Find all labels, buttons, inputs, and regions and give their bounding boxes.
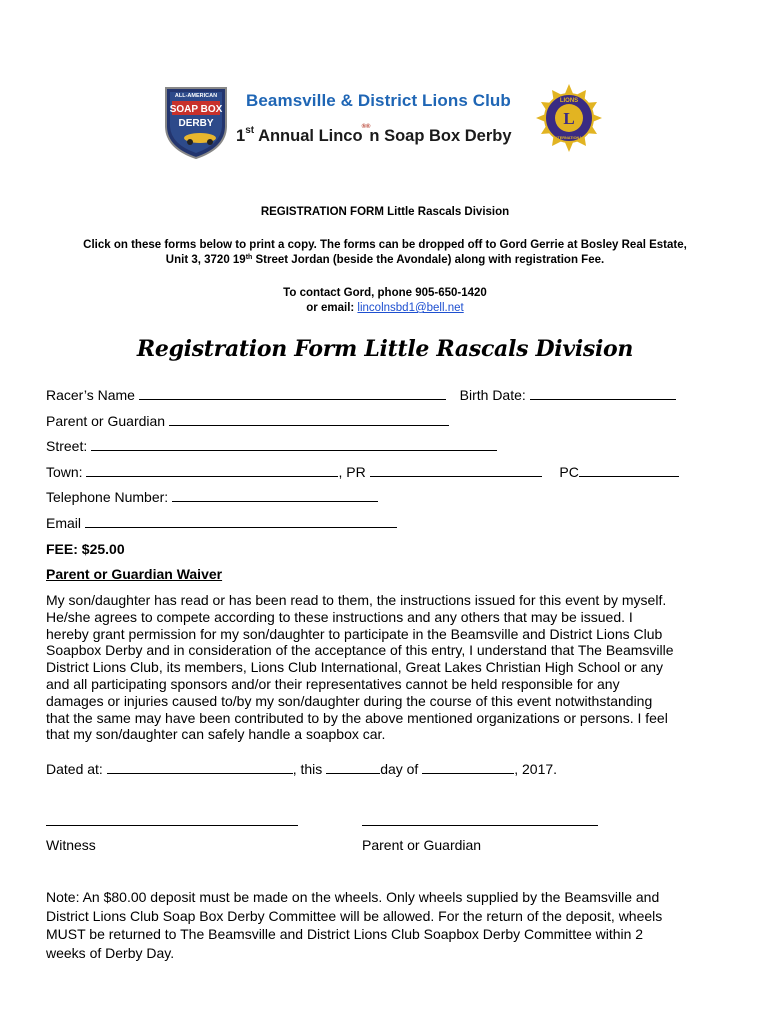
pc-label: PC <box>559 464 579 480</box>
drop-off-line-1: Click on these forms below to print a copy. The forms can be dropped off to Gord Gerrie at Bosley Real Estate, <box>83 239 687 251</box>
this-label: , this <box>292 761 323 777</box>
dated-row <box>46 761 557 777</box>
waiver-line: and all participating sponsors and/or their representatives cannot be held responsible for any <box>46 675 620 692</box>
year-label: , 2017. <box>514 761 558 777</box>
note-line: weeks of Derby Day. <box>46 944 175 961</box>
pr-label: , PR <box>338 464 366 480</box>
emblem-letter: L <box>563 109 575 128</box>
club-title: Beamsville & District Lions Club <box>246 91 511 110</box>
racer-name-field[interactable] <box>139 389 446 400</box>
drop-off-instructions <box>0 238 770 268</box>
registration-heading: REGISTRATION FORM Little Rascals Division <box>260 206 510 218</box>
town-label: Town: <box>46 464 83 480</box>
day-field[interactable] <box>326 763 380 774</box>
contact-block <box>0 286 770 316</box>
telephone-field[interactable] <box>172 491 378 502</box>
waiver-line: hereby grant permission for my son/daughter to participate in the Beamsville and District Lions Club <box>46 625 663 642</box>
pc-field[interactable] <box>579 466 679 477</box>
telephone-row <box>46 489 378 505</box>
form-title: Registration Form Little Rascals Division <box>136 336 634 362</box>
email-link[interactable]: lincolnsbd1@bell.net <box>357 302 464 314</box>
note-line: Note: An $80.00 deposit must be made on the wheels. Only wheels supplied by the Beamsville and <box>46 889 660 905</box>
racer-name-row <box>46 387 676 403</box>
note-line: District Lions Club Soap Box Derby Committee will be allowed. For the return of the deposit, wheels <box>46 907 663 924</box>
dated-at-label: Dated at: <box>46 761 103 777</box>
derby-title-mid: Annual Linco <box>254 127 363 145</box>
parent-label: Parent or Guardian <box>46 413 166 429</box>
email-label: Email <box>46 515 82 531</box>
badge-line2: DERBY <box>178 118 214 129</box>
waiver-line: District Lions Club, its members, Lions Club International, Great Lakes Christian High School or any <box>46 659 664 676</box>
address-part: Unit 3, 3720 19 <box>165 254 246 266</box>
dated-at-field[interactable] <box>107 763 293 774</box>
street-field[interactable] <box>91 440 497 451</box>
waiver-line: My son/daughter has read or has been read to them, the instructions issued for this event by myself. <box>46 592 667 608</box>
parent-signature-label: Parent or Guardian <box>362 837 482 853</box>
lions-international-emblem-icon <box>532 80 606 154</box>
waiver-text <box>46 592 736 743</box>
town-row <box>46 464 679 480</box>
letterhead <box>0 0 770 170</box>
parent-signature-line[interactable] <box>362 825 598 826</box>
day-of-label: day of <box>380 761 419 777</box>
waiver-line: Soapbox Derby and in consideration of the acceptance of this entry, I understand that The Beamsville <box>46 642 674 659</box>
waiver-line: that my son/daughter can safely handle a soapbox car. <box>46 726 386 743</box>
waiver-line: that the same may have been contributed to by the above mentioned organizations or persons. I feel <box>46 709 668 726</box>
badge-line1: SOAP BOX <box>169 104 223 115</box>
racer-name-label: Racer’s Name <box>46 387 135 403</box>
lincoln-mark: ®® <box>361 124 371 130</box>
waiver-heading: Parent or Guardian Waiver <box>46 566 223 582</box>
drop-off-line-2 <box>0 253 770 268</box>
email-prefix: or email: <box>306 302 358 314</box>
parent-row <box>46 413 449 429</box>
soap-box-derby-badge-icon <box>160 82 232 160</box>
telephone-label: Telephone Number: <box>46 489 169 505</box>
deposit-note <box>46 888 736 962</box>
derby-title-rest: n Soap Box Derby <box>369 127 512 145</box>
town-field[interactable] <box>86 466 338 477</box>
derby-number: 1 <box>236 127 246 145</box>
address-rest: Street Jordan (beside the Avondale) along with registration Fee. <box>252 254 605 266</box>
birth-date-label: Birth Date: <box>459 387 526 403</box>
contact-email-line <box>0 301 770 316</box>
fee: FEE: $25.00 <box>46 541 125 557</box>
email-row <box>46 515 397 531</box>
birth-date-field[interactable] <box>530 389 676 400</box>
email-field[interactable] <box>85 517 397 528</box>
waiver-line: damages or injuries caused to/by my son/daughter during the course of this event notwithstanding <box>46 692 653 709</box>
derby-title <box>236 124 512 146</box>
witness-label: Witness <box>46 837 96 853</box>
pr-field[interactable] <box>370 466 542 477</box>
month-field[interactable] <box>422 763 514 774</box>
note-line: MUST be returned to The Beamsville and District Lions Club Soapbox Derby Committee within 2 <box>46 926 644 942</box>
contact-phone: To contact Gord, phone 905-650-1420 <box>283 287 487 299</box>
street-row <box>46 438 497 454</box>
badge-top-text: ALL-AMERICAN <box>174 93 218 99</box>
street-label: Street: <box>46 438 88 454</box>
waiver-line: He/she agrees to compete according to these instructions and any others that may be issued. I <box>46 608 633 625</box>
parent-field[interactable] <box>169 415 449 426</box>
derby-ordinal: st <box>245 125 255 136</box>
emblem-bottom-text: INTERNATIONAL <box>553 136 585 140</box>
witness-signature-line[interactable] <box>46 825 298 826</box>
emblem-top-text: LIONS <box>559 98 579 104</box>
address-ordinal: th <box>245 254 253 261</box>
